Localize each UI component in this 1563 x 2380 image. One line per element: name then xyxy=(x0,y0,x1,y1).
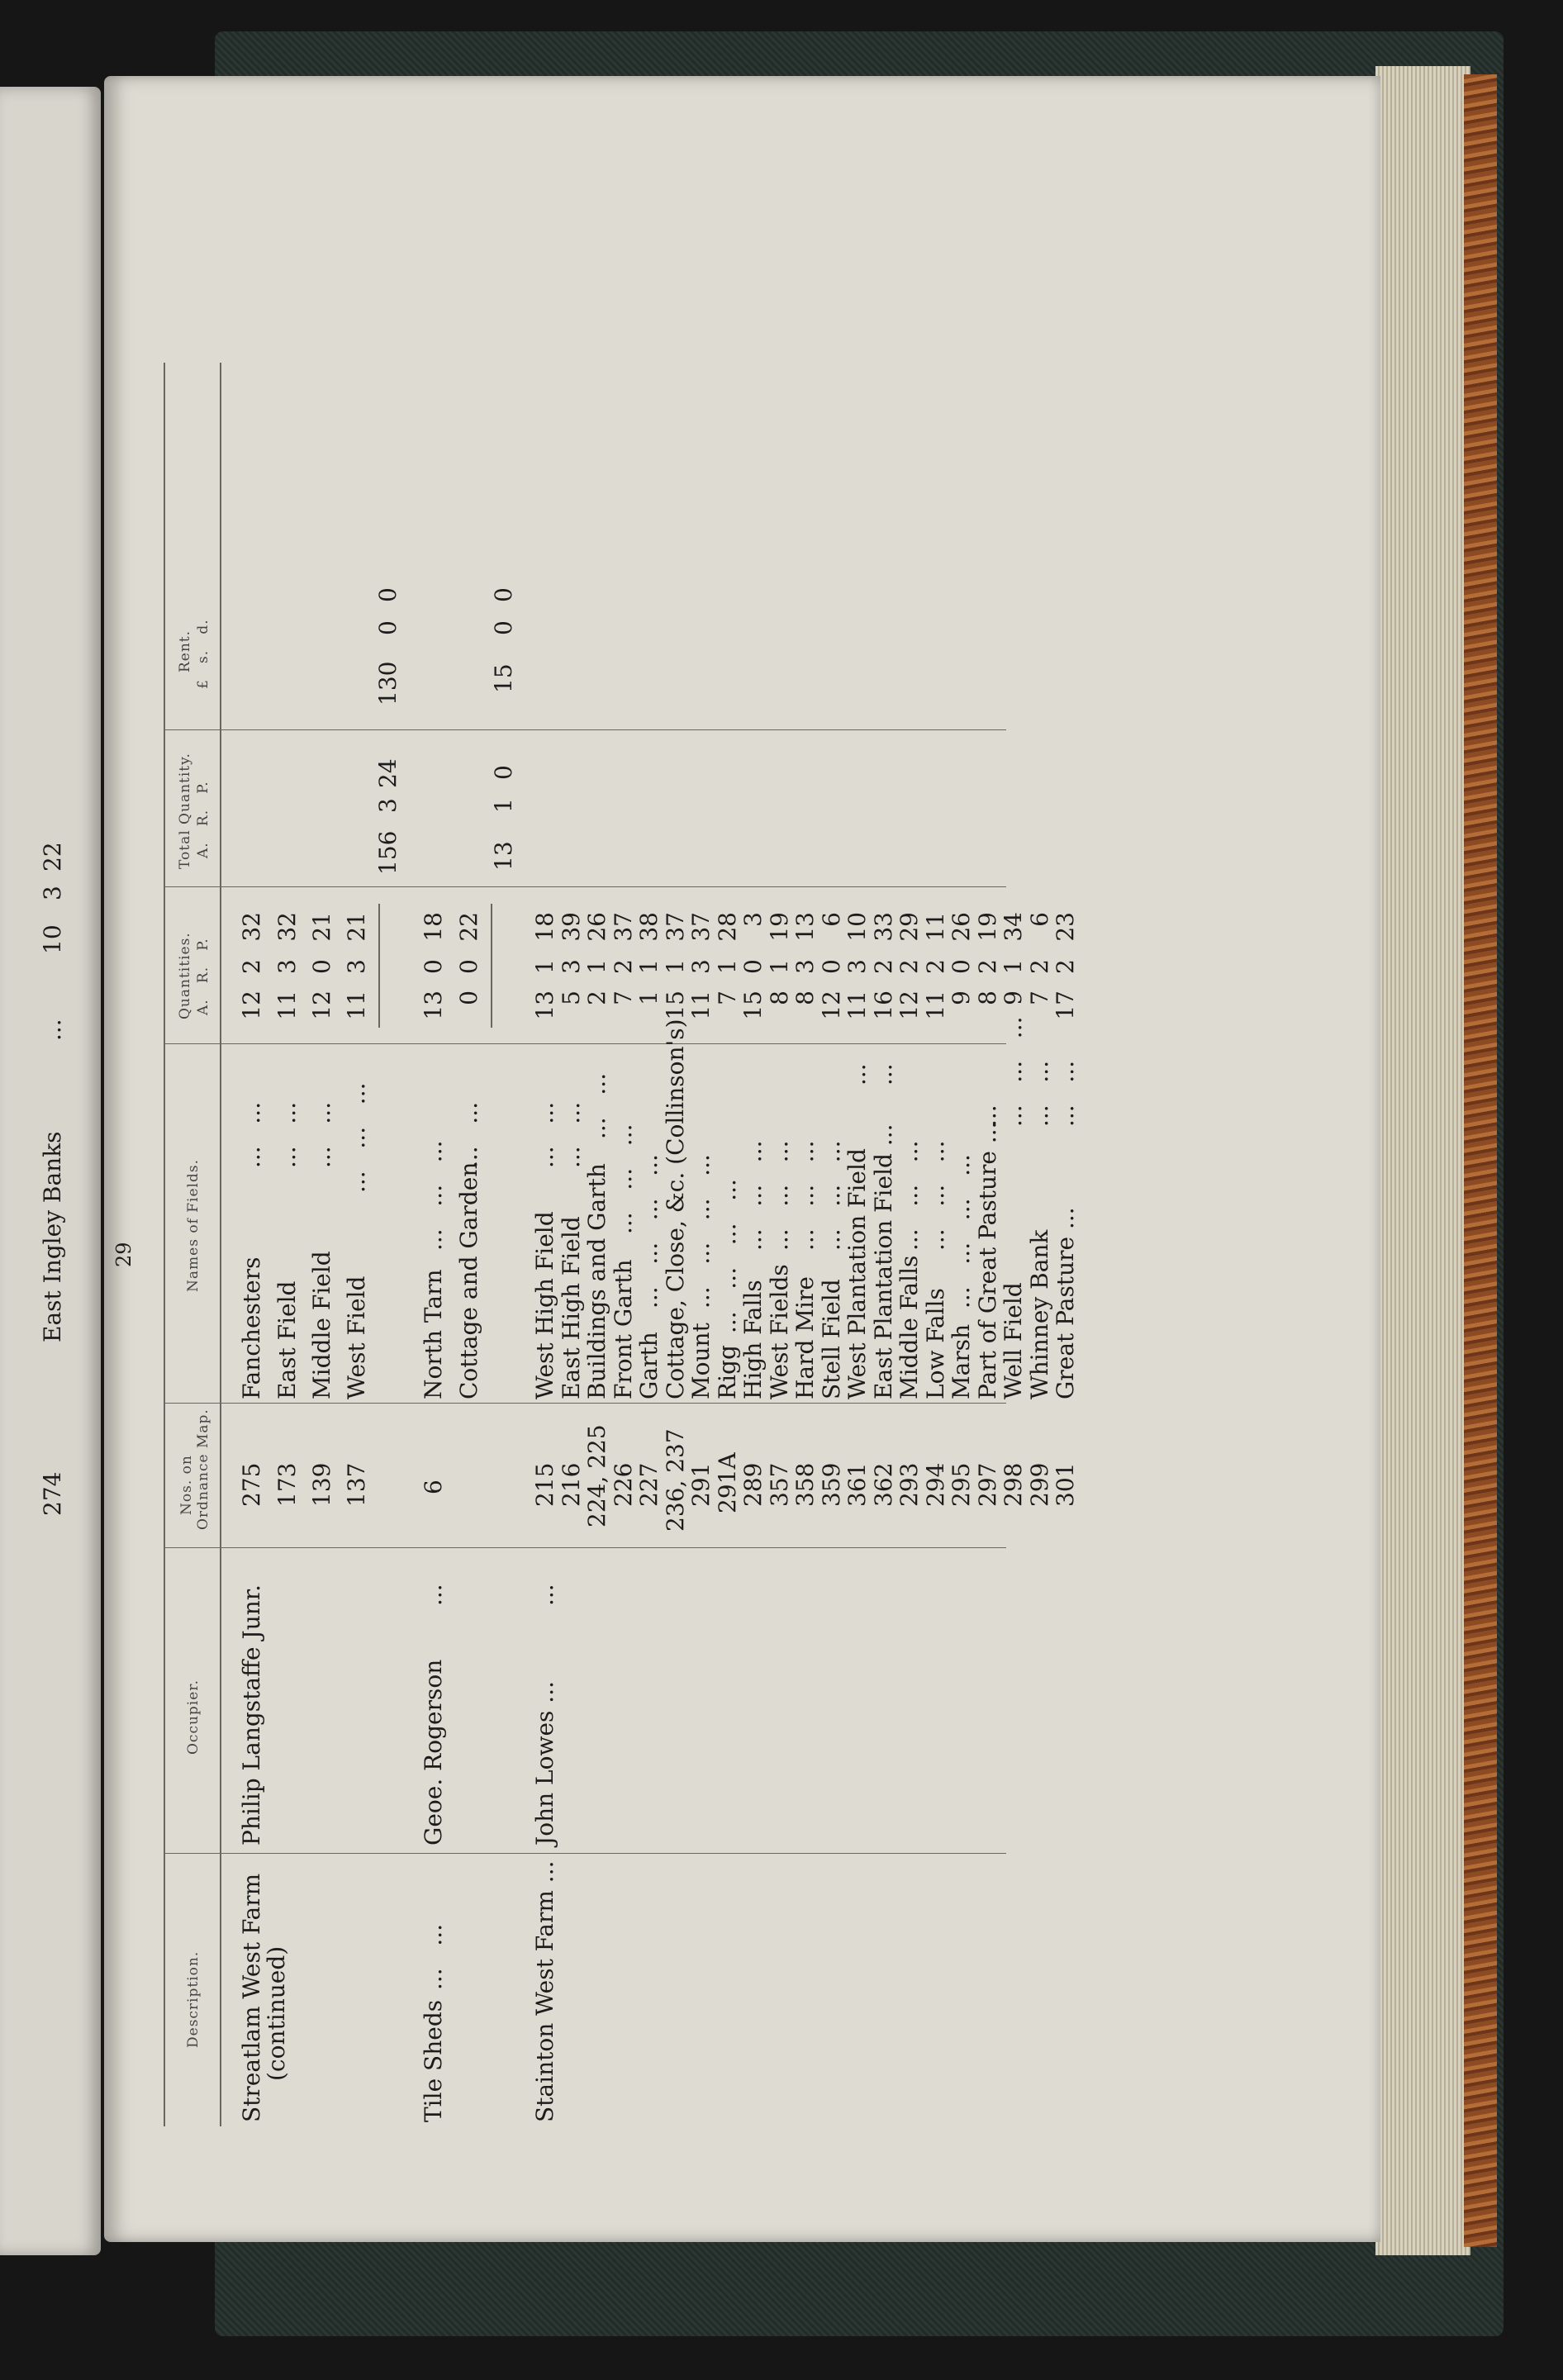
field-acres: 9 xyxy=(948,990,975,1005)
field-perches: 26 xyxy=(583,912,610,942)
field-number: 359 xyxy=(817,1462,845,1507)
field-acres: 13 xyxy=(420,990,447,1020)
field-roods: 1 xyxy=(635,959,663,974)
field-acres: 12 xyxy=(896,990,923,1020)
field-acres: 12 xyxy=(308,990,335,1020)
field-roods: 1 xyxy=(713,959,741,974)
field-acres: 1 xyxy=(635,990,663,1005)
field-number: 362 xyxy=(869,1462,897,1507)
field-acres: 5 xyxy=(557,990,585,1005)
field-perches: 32 xyxy=(273,912,301,942)
header-occupier: Occupier. xyxy=(185,1679,202,1755)
header-rule xyxy=(220,363,221,2126)
field-roods: 2 xyxy=(1052,959,1079,974)
field-perches: 18 xyxy=(420,912,447,942)
col-rule-4 xyxy=(164,1043,1006,1044)
field-perches: 6 xyxy=(817,912,845,927)
field-name: Part of Great Pasture ... xyxy=(973,1121,1001,1399)
field-perches: 19 xyxy=(765,912,793,942)
field-roods: 3 xyxy=(343,959,370,974)
group-2-rent-pence: 0 xyxy=(490,587,517,602)
field-perches: 10 xyxy=(843,912,871,942)
field-name: North Tarn xyxy=(420,1269,447,1399)
header-description: Description. xyxy=(185,1950,202,2048)
field-dots: ... ... xyxy=(557,1101,585,1168)
field-number: 139 xyxy=(308,1462,335,1507)
prev-row-name: East Ingley Banks xyxy=(39,1131,66,1342)
field-dots: ... ... xyxy=(531,1101,558,1168)
field-dots: ... xyxy=(843,1063,871,1085)
field-acres: 11 xyxy=(843,990,871,1020)
field-roods: 3 xyxy=(273,959,301,974)
field-acres: 7 xyxy=(713,990,741,1005)
group-1-description: Streatlam West Farm xyxy=(238,1873,265,2122)
group-2-description-dots: ... ... xyxy=(420,1923,447,1990)
field-perches: 21 xyxy=(343,912,370,942)
header-quantities-units: A. R. P. xyxy=(195,938,211,1015)
field-dots: ... ... xyxy=(455,1101,482,1168)
field-name: Low Falls xyxy=(921,1288,949,1399)
field-perches: 19 xyxy=(973,912,1001,942)
field-roods: 3 xyxy=(687,959,715,974)
field-number: 297 xyxy=(973,1462,1001,1507)
field-roods: 1 xyxy=(1000,959,1027,974)
group-1-total-perches: 24 xyxy=(374,758,401,788)
col-rule-5 xyxy=(164,886,1006,887)
field-perches: 28 xyxy=(713,912,741,942)
group-1-rent-pounds: 130 xyxy=(374,661,401,705)
group-2-occupier-dots: ... xyxy=(420,1584,447,1606)
field-acres: 13 xyxy=(531,990,558,1020)
field-name: Cottage and Garden xyxy=(455,1161,482,1399)
field-dots: ... ... ... xyxy=(609,1123,637,1234)
field-perches: 38 xyxy=(635,912,663,942)
col-rule-6 xyxy=(164,729,1006,730)
field-name: West Field xyxy=(343,1276,370,1399)
group-2-subtotal-rule xyxy=(491,904,492,1028)
field-number: 295 xyxy=(948,1462,975,1507)
field-acres: 0 xyxy=(455,990,482,1005)
header-nos: Nos. on xyxy=(178,1455,195,1515)
field-dots: ... ... xyxy=(238,1101,265,1168)
field-number: 236, 237 xyxy=(661,1428,689,1532)
field-perches: 21 xyxy=(308,912,335,942)
group-1-total-roods: 3 xyxy=(374,798,401,813)
field-dots: ... ... ... ... xyxy=(713,1179,741,1333)
col-rule-1 xyxy=(164,1853,1006,1854)
field-number: 6 xyxy=(420,1480,447,1494)
top-rule xyxy=(164,363,165,2126)
field-roods: 2 xyxy=(238,959,265,974)
field-perches: 18 xyxy=(531,912,558,942)
field-dots: ... xyxy=(973,1104,1001,1127)
field-acres: 12 xyxy=(238,990,265,1020)
field-acres: 7 xyxy=(1025,990,1053,1005)
field-perches: 32 xyxy=(238,912,265,942)
field-acres: 8 xyxy=(765,990,793,1005)
field-perches: 23 xyxy=(1052,912,1079,942)
field-roods: 2 xyxy=(921,959,949,974)
field-number: 227 xyxy=(635,1462,663,1507)
field-number: 301 xyxy=(1052,1462,1079,1507)
group-1-rent-pence: 0 xyxy=(374,587,401,602)
field-perches: 3 xyxy=(739,912,767,927)
field-name: Garth xyxy=(635,1332,663,1399)
group-1-rent-shillings: 0 xyxy=(374,620,401,635)
field-roods: 0 xyxy=(948,959,975,974)
field-roods: 0 xyxy=(308,959,335,974)
field-dots: ... ... ... xyxy=(1000,1016,1027,1127)
field-number: 216 xyxy=(557,1462,585,1507)
field-perches: 22 xyxy=(455,912,482,942)
field-perches: 39 xyxy=(557,912,585,942)
field-roods: 0 xyxy=(817,959,845,974)
field-name: Buildings and Garth xyxy=(583,1163,610,1399)
field-number: 224, 225 xyxy=(583,1424,610,1527)
field-dots: ... ... xyxy=(583,1072,610,1139)
field-number: 294 xyxy=(921,1462,949,1507)
group-2-occupier: Geoe. Rogerson xyxy=(420,1659,447,1846)
field-roods: 2 xyxy=(869,959,897,974)
field-name: Middle Falls xyxy=(896,1255,923,1399)
field-dots: ... ... ... ... xyxy=(635,1154,663,1309)
marbled-edge xyxy=(1464,74,1497,2247)
field-dots: ... ... ... xyxy=(343,1082,370,1193)
field-number: 291 xyxy=(687,1462,715,1507)
field-number: 293 xyxy=(896,1462,923,1507)
field-dots: ... ... ... xyxy=(765,1140,793,1251)
field-roods: 0 xyxy=(455,959,482,974)
field-dots: ... ... ... xyxy=(817,1140,845,1251)
field-number: 357 xyxy=(765,1462,793,1507)
header-names: Names of Fields. xyxy=(185,1159,202,1292)
field-perches: 29 xyxy=(896,912,923,942)
field-acres: 11 xyxy=(921,990,949,1020)
field-number: 173 xyxy=(273,1462,301,1507)
header-rent-units: £ s. d. xyxy=(195,619,211,689)
field-name: Cottage, Close, &c. (Collinson's) xyxy=(661,1019,689,1399)
group-2-total-acres: 13 xyxy=(490,841,517,871)
field-name: Stell Field xyxy=(817,1279,845,1399)
field-acres: 11 xyxy=(687,990,715,1020)
field-perches: 33 xyxy=(869,912,897,942)
field-name: Well Field xyxy=(1000,1282,1027,1399)
field-roods: 2 xyxy=(896,959,923,974)
field-name: Middle Field xyxy=(308,1251,335,1399)
field-name: Fanchesters xyxy=(238,1257,265,1399)
field-acres: 16 xyxy=(869,990,897,1020)
field-perches: 34 xyxy=(1000,912,1027,942)
group-2-rent-pounds: 15 xyxy=(490,663,517,693)
field-acres: 17 xyxy=(1052,990,1079,1020)
prev-row-dots: ... xyxy=(39,1019,66,1041)
field-dots: ... ... xyxy=(273,1101,301,1168)
field-roods: 3 xyxy=(843,959,871,974)
field-acres: 15 xyxy=(739,990,767,1020)
field-roods: 1 xyxy=(661,959,689,974)
field-roods: 1 xyxy=(765,959,793,974)
group-2-description: Tile Sheds xyxy=(420,1999,447,2122)
field-roods: 0 xyxy=(739,959,767,974)
group-1-occupier: Philip Langstaffe Junr. xyxy=(238,1584,265,1846)
field-number: 361 xyxy=(843,1462,871,1507)
header-nos-2: Ordnance Map. xyxy=(195,1409,211,1530)
page-number: 29 xyxy=(112,1242,135,1267)
field-roods: 3 xyxy=(557,959,585,974)
col-rule-2 xyxy=(164,1547,1006,1548)
group-2-total-roods: 1 xyxy=(490,798,517,813)
field-acres: 11 xyxy=(273,990,301,1020)
field-name: Marsh xyxy=(948,1323,975,1399)
field-number: 226 xyxy=(609,1462,637,1507)
field-name: East High Field xyxy=(557,1216,585,1399)
header-quantities: Quantities. xyxy=(177,932,193,1019)
field-number: 299 xyxy=(1025,1462,1053,1507)
group-1-subtotal-rule xyxy=(378,904,380,1028)
field-acres: 7 xyxy=(609,990,637,1005)
field-roods: 0 xyxy=(420,959,447,974)
left-page xyxy=(0,87,101,2255)
field-number: 137 xyxy=(343,1462,370,1507)
group-3-occupier-dots: ... xyxy=(531,1584,558,1606)
col-rule-3 xyxy=(164,1403,1006,1404)
field-name: West Plantation Field xyxy=(843,1148,871,1399)
field-number: 289 xyxy=(739,1462,767,1507)
field-acres: 11 xyxy=(343,990,370,1020)
field-dots: ... ... xyxy=(1025,1060,1053,1127)
field-number: 275 xyxy=(238,1462,265,1507)
field-name: Whinney Bank xyxy=(1025,1229,1053,1399)
field-dots: ... ... xyxy=(1052,1060,1079,1127)
field-perches: 13 xyxy=(791,912,819,942)
field-name: High Falls xyxy=(739,1280,767,1399)
field-acres: 12 xyxy=(817,990,845,1020)
field-acres: 8 xyxy=(791,990,819,1005)
field-perches: 37 xyxy=(687,912,715,942)
field-acres: 8 xyxy=(973,990,1001,1005)
field-dots: ... ... ... xyxy=(791,1140,819,1251)
header-total-units: A. R. P. xyxy=(195,781,211,858)
field-name: Mount xyxy=(687,1323,715,1399)
field-dots: ... ... ... xyxy=(921,1140,949,1251)
field-perches: 26 xyxy=(948,912,975,942)
header-total: Total Quantity. xyxy=(177,753,193,869)
field-name: Front Garth xyxy=(609,1259,637,1399)
field-number: 298 xyxy=(1000,1462,1027,1507)
field-dots: ... ... ... xyxy=(896,1140,923,1251)
field-number: 358 xyxy=(791,1462,819,1507)
group-3-occupier: John Lowes ... xyxy=(531,1680,558,1846)
field-name: West Fields xyxy=(765,1264,793,1399)
field-name: East Plantation Field ... xyxy=(869,1123,897,1399)
field-roods: 2 xyxy=(973,959,1001,974)
field-number: 215 xyxy=(531,1462,558,1507)
field-perches: 11 xyxy=(921,912,949,942)
field-roods: 3 xyxy=(791,959,819,974)
field-dots: ... ... ... xyxy=(739,1140,767,1251)
field-roods: 1 xyxy=(531,959,558,974)
prev-row-p: 22 xyxy=(39,842,66,872)
header-rent: Rent. xyxy=(177,629,193,672)
field-acres: 9 xyxy=(1000,990,1027,1005)
prev-row-r: 3 xyxy=(39,886,66,900)
field-perches: 37 xyxy=(661,912,689,942)
group-2-rent-shillings: 0 xyxy=(490,620,517,635)
group-1-total-acres: 156 xyxy=(374,830,401,875)
page-edge xyxy=(1375,66,1470,2255)
field-name: Great Pasture ... xyxy=(1052,1207,1079,1399)
field-number: 291A xyxy=(713,1452,741,1513)
field-roods: 2 xyxy=(1025,959,1053,974)
field-name: Rigg xyxy=(713,1345,741,1399)
field-roods: 1 xyxy=(583,959,610,974)
group-1-description-2: (continued) xyxy=(263,1945,290,2081)
field-acres: 15 xyxy=(661,990,689,1020)
field-dots: ... xyxy=(869,1063,897,1085)
field-roods: 2 xyxy=(609,959,637,974)
field-dots: ... ... xyxy=(308,1101,335,1168)
field-perches: 37 xyxy=(609,912,637,942)
field-dots: ... ... ... ... xyxy=(948,1154,975,1309)
field-perches: 6 xyxy=(1025,912,1053,927)
field-name: East Field xyxy=(273,1280,301,1399)
prev-row-a: 10 xyxy=(39,924,66,954)
field-acres: 2 xyxy=(583,990,610,1005)
prev-row-no: 274 xyxy=(39,1471,66,1516)
group-2-total-perches: 0 xyxy=(490,765,517,780)
field-dots: ... ... ... ... xyxy=(687,1154,715,1309)
group-3-description: Stainton West Farm ... xyxy=(531,1860,558,2122)
right-page xyxy=(104,76,1380,2242)
field-name: West High Field xyxy=(531,1211,558,1399)
field-dots: ... ... ... xyxy=(420,1140,447,1251)
field-name: Hard Mire xyxy=(791,1276,819,1399)
